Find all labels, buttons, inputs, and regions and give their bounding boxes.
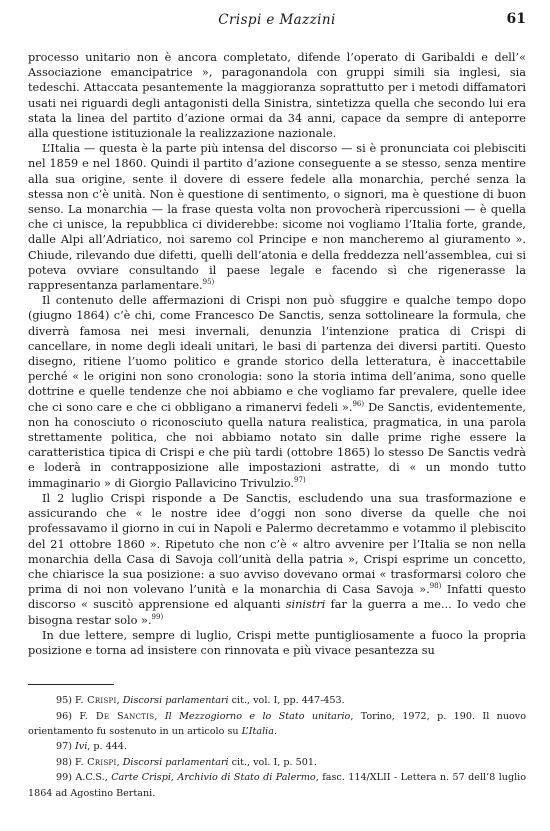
- page-number: 61: [506, 11, 526, 27]
- paragraph-5: [28, 628, 526, 658]
- text-run: 95): [56, 695, 76, 707]
- italic-text: L’Italia: [241, 725, 274, 737]
- text-run: Il contenuto delle affermazioni di Crispi non può sfuggire e qualche tempo dopo (giugno 1864) c’è chi, come Francesco De Sanctis, senza sottolineare la formula, che diverrà famosa nei mesi invernali, denunzia l’intenzione pratica di Crispi di cancellare, in nome degli ideali unitari, le basi di partenza dei diversi partiti. Questo disegno, ritiene l’uomo politico e grande storico della letteratura, è inaccettabile perché « le origini non sono cronologia: sono la storia intima dell’anima, sono quelle dottrine e quelle tendenze che noi abbiamo e che vogliamo far prevalere, quelle idee che ci sono care e che ci obbligano a rimanervi fedeli ».: [28, 294, 526, 414]
- italic-text: Carte Crispi, Archivio di Stato di Palermo: [111, 772, 316, 784]
- text-run: Infatti questo discorso « suscitò apprensione ed alquanti: [28, 583, 526, 612]
- footnote-97: [28, 739, 526, 754]
- footnote-98: [28, 755, 526, 770]
- author-name: F. Crispi: [75, 695, 117, 707]
- text-run: processo unitario non è ancora completato, difende l’operato di Garibaldi e dell’« Associazione emancipatrice », paragonandola con gruppi simili sia inglesi, sia tedeschi. Attaccata pesantemente la maggioranza soprattutto per i metodi diffamatori usati nei riguardi degli antagonisti della Sinistra, sintetizza quella che secondo lui era stata la linea del partito d’azione ormai da 34 anni, capace da sempre di anteporre alla questione istituzionale la realizzazione nazionale.: [28, 51, 526, 141]
- footnote-99: [28, 770, 526, 801]
- footnote-ref: 97): [294, 475, 306, 484]
- book-page: [28, 10, 526, 801]
- text-run: ,: [116, 695, 123, 707]
- paragraph-1: [28, 50, 526, 141]
- text-run: 97): [56, 741, 76, 753]
- text-run: De Sanctis, evidentemente, non ha conosciuto o riconosciuto quella natura realistica, pragmatica, in una parola strettamente politica, che noi abbiamo notato sin dalle prime righe essere la caratteristica tipica di Crispi e che più tardi (ottobre 1865) lo stesso De Sanctis vedrà e loderà in contrapposizione alle impostazioni astratte, di « un mondo tutto immaginario » di Giorgio Pallavicino Trivulzio.: [28, 400, 526, 490]
- text-run: 98): [56, 756, 76, 768]
- italic-text: Discorsi parlamentari: [122, 695, 229, 707]
- footnote-ref: 99): [151, 612, 164, 621]
- footnote-ref: 96): [352, 399, 365, 408]
- author-name: F. De Sanctis: [79, 710, 155, 722]
- italic-text: Il Mezzogiorno e lo Stato unitario: [164, 710, 351, 722]
- text-run: cit., vol. I, p. 501.: [228, 756, 317, 768]
- text-run: , fasc. 114/XLII - Lettera n. 57 dell’8 luglio 1864 ad Agostino Bertani.: [28, 772, 527, 799]
- italic-text: sinistri: [285, 598, 326, 612]
- text-run: Il 2 luglio Crispi risponde a De Sanctis, escludendo una sua trasformazione e assicurando che « le nostre idee d’oggi non sono diverse da quelle che noi professavamo il giorno in cui in Napoli e Palermo decretammo e votammo il plebiscito del 21 ottobre 1860 ». Ripetuto che non c’è « altro avvenire per l’Italia se non nella monarchia della Casa di Savoja coll’unità della patria », Crispi esprime un concetto, che chiarisce la sua posizione: a suo avviso dovevano ormai « trasformarsi coloro che prima di noi non volevano l’unità e la monarchia di Casa Savoja ».: [28, 491, 526, 597]
- text-run: In due lettere, sempre di luglio, Crispi mette puntigliosamente a fuoco la propria posizione e torna ad insistere con rinnovata e più vivace pesantezza su: [28, 628, 526, 657]
- text-run: 96): [56, 710, 80, 722]
- footnotes: [28, 693, 526, 801]
- paragraph-3: [28, 293, 526, 491]
- text-run: ,: [154, 710, 165, 722]
- text-run: ,: [116, 756, 123, 768]
- italic-text: Ivi: [75, 741, 88, 753]
- footnote-ref: 98): [429, 582, 442, 591]
- italic-text: Discorsi parlamentari: [122, 756, 229, 768]
- author-name: F. Crispi: [75, 756, 117, 768]
- text-run: .: [273, 725, 278, 737]
- footnote-ref: 95): [202, 278, 215, 287]
- footnote-96: [28, 709, 526, 740]
- footnote-separator: [28, 684, 114, 685]
- body-text: [28, 50, 526, 658]
- paragraph-2: [28, 141, 526, 293]
- text-run: L’Italia — questa è la parte più intensa del discorso — si è pronunciata coi plebisciti nel 1859 e nel 1860. Quindi il partito d’azione conseguente a se stesso, senza mentire alla sua origine, sente il dovere di essere fedele alla monarchia, perché senza la stessa non c’è unità. Non è questione di sentimento, o signori, ma è questione di buon senso. La monarchia — la frase questa volta non provocherà ripercussioni — è quella che ci unisce, la repubblica ci dividerebbe: sicome noi vogliamo l’Italia forte, grande, dalle Alpi all’Adriatico, noi saremo col Principe e non mancheremo al giuramento ». Chiude, rilevando due difetti, quelli dell’atonia e della freddezza nell’assemblea, cui si poteva ovviare consultando il paese legale e facendo sì che rigenerasse la rappresentanza parlamentare.: [28, 142, 526, 293]
- running-title: Crispi e Mazzini: [218, 12, 336, 28]
- text-run: 99) A.C.S.,: [56, 772, 112, 784]
- footnote-95: [28, 693, 526, 708]
- text-run: cit., vol. I, pp. 447-453.: [228, 695, 345, 707]
- text-run: , Torino, 1972, p. 190. Il nuovo orientamento fu sostenuto in un articolo su: [28, 710, 527, 737]
- page-header: [28, 10, 526, 34]
- text-run: far la guerra a me... Io vedo che bisogna restar solo ».: [28, 598, 527, 627]
- paragraph-4: [28, 491, 526, 628]
- text-run: , p. 444.: [87, 741, 127, 753]
